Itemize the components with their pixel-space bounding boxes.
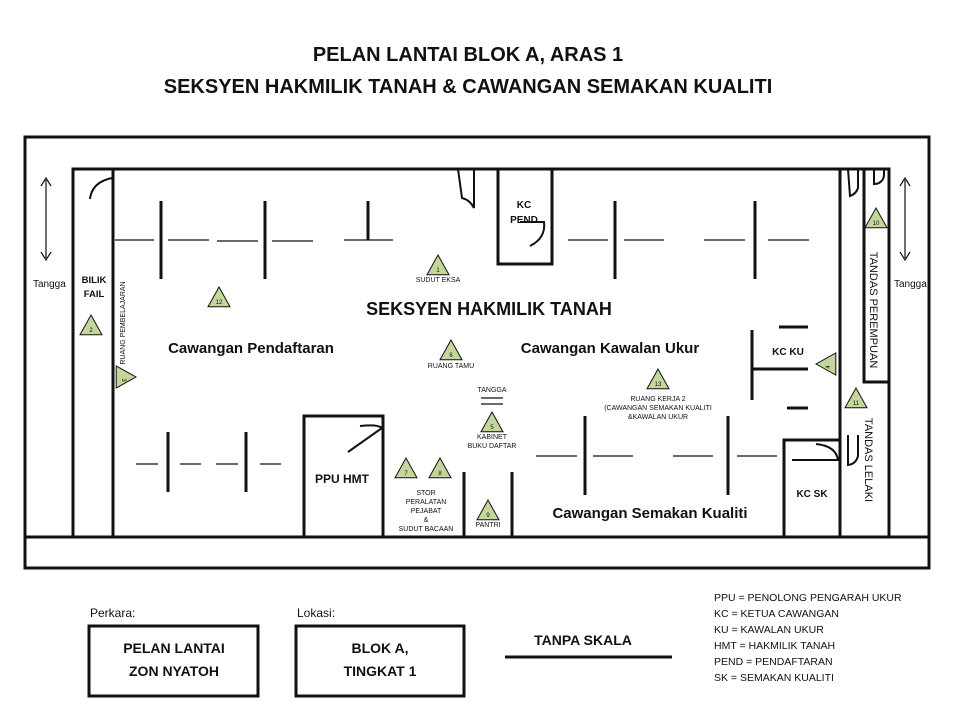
marker-triangle-icon (116, 366, 136, 388)
lokasi-box (296, 626, 464, 696)
marker-number: 6 (449, 353, 453, 359)
stair-label-center: TANGGA (477, 387, 507, 394)
marker-1 (416, 255, 461, 284)
lokasi-line-2: TINGKAT 1 (343, 663, 417, 679)
marker-number: 13 (654, 382, 662, 388)
room-ruang-pembelajaran: RUANG PEMBELAJARAN (120, 281, 127, 365)
marker-number: 4 (826, 365, 832, 369)
room-cawangan-pendaftaran: Cawangan Pendaftaran (168, 340, 334, 357)
door-bilik-fail (90, 178, 112, 199)
stair-arrow-right (900, 178, 910, 260)
section-label: SEKSYEN HAKMILIK TANAH (366, 299, 612, 319)
marker-number: 7 (404, 471, 408, 477)
legend-entry: HMT = HAKMILIK TANAH (714, 640, 836, 652)
marker-label: KABINET (477, 434, 507, 441)
room-kc-pend-line1: KC (516, 200, 532, 211)
legend-entry: PPU = PENOLONG PENGARAH UKUR (714, 592, 902, 604)
legend-entry: KC = KETUA CAWANGAN (714, 608, 839, 620)
marker-number: 1 (436, 268, 440, 274)
room-bilik-fail-line2: FAIL (83, 289, 105, 300)
marker-label: SUDUT BACAAN (398, 526, 454, 533)
door-ppu-hmt (348, 425, 382, 452)
title-line-1: PELAN LANTAI BLOK A, ARAS 1 (312, 44, 624, 66)
legend-entry: PEND = PENDAFTARAN (714, 656, 833, 668)
legend-entry: SK = SEMAKAN KUALITI (714, 672, 834, 684)
marker-4 (816, 353, 836, 375)
marker-7 (395, 458, 417, 478)
room-cawangan-semakan-kualiti: Cawangan Semakan Kualiti (552, 505, 748, 522)
marker-11 (845, 388, 867, 408)
kc-ku-partition (752, 330, 808, 400)
legend (714, 592, 902, 684)
lokasi-line-1: BLOK A, (351, 640, 409, 656)
marker-label: STOR (416, 490, 436, 497)
marker-number: 8 (438, 471, 442, 477)
title-line-2: SEKSYEN HAKMILIK TANAH & CAWANGAN SEMAKAN KUALITI (163, 76, 773, 98)
marker-label: RUANG KERJA 2 (630, 396, 686, 403)
marker-2 (80, 315, 102, 335)
perkara-line-2: ZON NYATOH (129, 663, 219, 679)
lokasi-label: Lokasi: (297, 606, 336, 620)
room-kc-sk: KC SK (796, 489, 828, 500)
perkara-line-1: PELAN LANTAI (123, 640, 225, 656)
marker-12 (208, 287, 230, 307)
scale-label: TANPA SKALA (534, 632, 632, 648)
marker-label: & (423, 517, 429, 524)
door-tandas-lelaki (848, 435, 858, 465)
marker-5 (468, 412, 517, 450)
perkara-box (89, 626, 258, 696)
marker-label: RUANG TAMU (427, 363, 475, 370)
marker-label: SUDUT EKSA (415, 277, 461, 284)
room-kc-ku: KC KU (772, 347, 804, 358)
room-ppu-hmt: PPU HMT (315, 472, 369, 486)
marker-number: 10 (872, 221, 880, 227)
marker-triangle-icon (816, 353, 836, 375)
door-kc-sk (792, 444, 838, 460)
room-bilik-fail-line1: BILIK (81, 275, 107, 286)
room-kc-pend-line2: PEND (510, 215, 538, 226)
marker-number: 2 (89, 328, 93, 334)
stair-label-right: Tangga (894, 279, 927, 290)
marker-10 (865, 208, 887, 228)
marker-3 (116, 366, 136, 388)
stair-arrow-left (41, 178, 51, 260)
door-tandas-1 (848, 169, 858, 196)
marker-number: 11 (852, 401, 860, 407)
marker-number: 9 (486, 513, 490, 519)
legend-entry: KU = KAWALAN UKUR (714, 624, 824, 636)
marker-label: PEJABAT (410, 508, 442, 515)
door-main-north (458, 169, 474, 208)
marker-label: BUKU DAFTAR (467, 443, 517, 450)
perkara-label: Perkara: (90, 606, 136, 620)
room-cawangan-kawalan-ukur: Cawangan Kawalan Ukur (520, 340, 700, 357)
marker-label: &KAWALAN UKUR (627, 414, 689, 421)
marker-13 (604, 369, 712, 421)
marker-label: PANTRI (475, 522, 501, 529)
marker-label: PERALATAN (405, 499, 447, 506)
room-tandas-lelaki: TANDAS LELAKI (862, 417, 874, 503)
marker-number: 12 (215, 300, 223, 306)
stair-label-left: Tangga (33, 279, 66, 290)
door-tandas-2 (874, 169, 884, 184)
marker-9 (475, 500, 500, 529)
room-tandas-perempuan: TANDAS PEREMPUAN (867, 251, 879, 369)
marker-6 (428, 340, 474, 370)
marker-number: 5 (490, 425, 494, 431)
marker-number: 3 (120, 378, 126, 382)
marker-label: (CAWANGAN SEMAKAN KUALITI (604, 405, 712, 412)
